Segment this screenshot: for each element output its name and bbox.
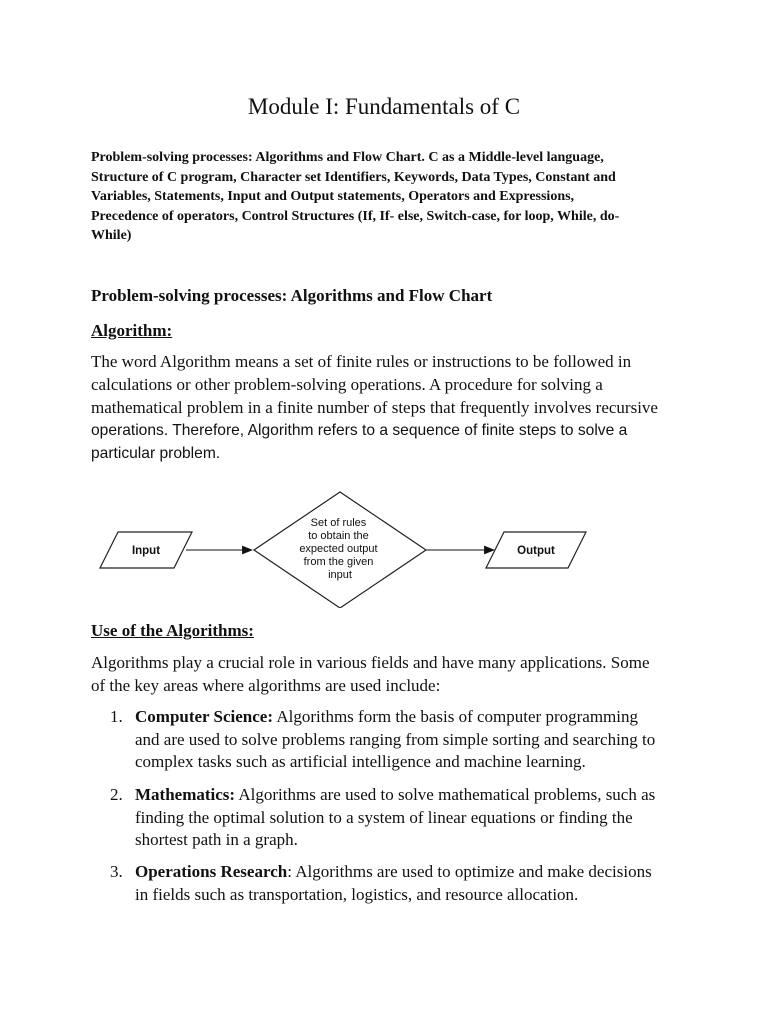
syllabus-line: While)	[91, 228, 132, 244]
paragraph-line: of the key areas where algorithms are used include:	[91, 676, 441, 695]
syllabus-line: Precedence of operators, Control Structures (If, If- else, Switch-case, for loop, While, do-	[91, 208, 620, 224]
syllabus-line: Problem-solving processes: Algorithms and Flow Chart. C as a Middle-level language,	[91, 150, 604, 165]
list-text: : Algorithms are used to optimize and make decisions	[287, 862, 652, 881]
process-label-line: Set of rules	[310, 517, 367, 529]
section-heading: Problem-solving processes: Algorithms and Flow Chart	[91, 286, 493, 305]
paragraph-line: mathematical problem in a finite number of steps that frequently involves recursive	[91, 398, 658, 417]
list-number: 3.	[110, 862, 123, 881]
list-text: Algorithms form the basis of computer programming	[273, 707, 638, 726]
syllabus-summary	[91, 148, 671, 246]
paragraph-line: calculations or other problem-solving operations. A procedure for solving a	[91, 375, 603, 394]
list-item	[110, 784, 695, 852]
list-text: complex tasks such as artificial intelligence and machine learning.	[135, 752, 586, 771]
process-label-line: to obtain the	[308, 530, 369, 542]
list-term: Mathematics:	[135, 785, 236, 804]
list-term: Computer Science:	[135, 707, 274, 726]
algorithm-heading: Algorithm:	[91, 321, 173, 340]
uses-heading: Use of the Algorithms:	[91, 621, 254, 640]
algorithm-definition	[91, 350, 691, 465]
list-item	[110, 861, 695, 906]
paragraph-line: The word Algorithm means a set of finite rules or instructions to be followed in	[91, 352, 632, 371]
paragraph-line: operations. Therefore, Algorithm refers to a sequence of finite steps to solve a	[91, 422, 628, 439]
paragraph-line: Algorithms play a crucial role in various fields and have many applications. Some	[91, 653, 650, 672]
list-text: in fields such as transportation, logistics, and resource allocation.	[135, 884, 579, 904]
input-label: Input	[131, 545, 161, 557]
list-text: shortest path in a graph.	[135, 830, 298, 849]
output-label: Output	[517, 545, 555, 557]
page-title: Module I: Fundamentals of C	[247, 94, 521, 119]
list-number: 1.	[110, 707, 123, 726]
list-item	[110, 706, 695, 774]
algorithm-flowchart	[90, 488, 600, 608]
list-number: 2.	[110, 785, 123, 804]
paragraph-line: particular problem.	[91, 445, 221, 462]
list-term: Operations Research	[135, 862, 288, 881]
uses-intro	[91, 651, 691, 697]
syllabus-line: Structure of C program, Character set Identifiers, Keywords, Data Types, Constant and	[91, 169, 616, 185]
process-label-line: expected output	[299, 543, 378, 555]
list-text: Algorithms are used to solve mathematical problems, such as	[235, 785, 656, 804]
process-label-line: input	[328, 569, 352, 581]
list-text: finding the optimal solution to a system of linear equations or finding the	[135, 807, 633, 827]
list-text: and are used to solve problems ranging from simple sorting and searching to	[135, 729, 656, 749]
syllabus-line: Variables, Statements, Input and Output statements, Operators and Expressions,	[91, 189, 575, 205]
process-label-line: from the given	[303, 556, 374, 568]
